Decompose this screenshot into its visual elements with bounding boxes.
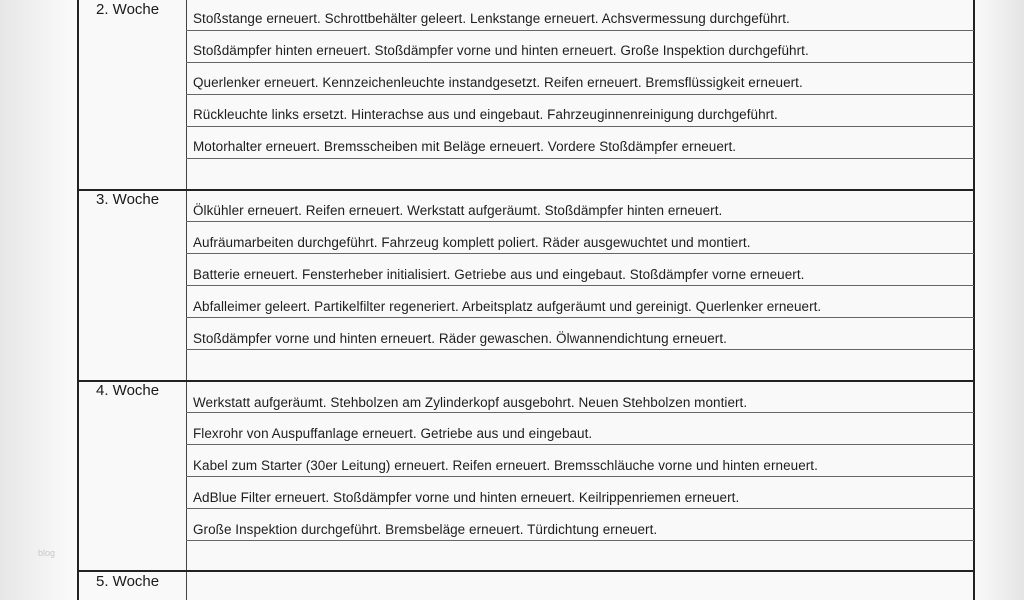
row-divider xyxy=(186,540,974,541)
entry-row: Ölkühler erneuert. Reifen erneuert. Werkstatt aufgeräumt. Stoßdämpfer hinten erneuert. xyxy=(193,203,723,218)
row-divider xyxy=(186,285,974,286)
row-divider xyxy=(186,62,974,63)
row-divider xyxy=(186,349,974,350)
entry-row: Werkstatt aufgeräumt. Stehbolzen am Zylinderkopf ausgebohrt. Neuen Stehbolzen montiert. xyxy=(193,395,748,410)
entry-row: AdBlue Filter erneuert. Stoßdämpfer vorne und hinten erneuert. Keilrippenriemen erneuert. xyxy=(193,490,740,505)
entry-row: Rückleuchte links ersetzt. Hinterachse aus und eingebaut. Fahrzeuginnenreinigung durchgeführt. xyxy=(193,107,778,122)
entry-row: Flexrohr von Auspuffanlage erneuert. Getriebe aus und eingebaut. xyxy=(193,426,593,441)
table-border-left xyxy=(77,0,79,600)
row-divider xyxy=(186,221,974,222)
entry-row: Große Inspektion durchgeführt. Bremsbeläge erneuert. Türdichtung erneuert. xyxy=(193,522,658,537)
row-divider xyxy=(186,476,974,477)
entry-row: Stoßstange erneuert. Schrottbehälter geleert. Lenkstange erneuert. Achsvermessung durchgeführt. xyxy=(193,11,790,26)
watermark: blog xyxy=(38,548,56,558)
page-edge-shadow-right xyxy=(974,0,1024,600)
entry-row: Batterie erneuert. Fensterheber initialisiert. Getriebe aus und eingebaut. Stoßdämpfer vorne erneuert. xyxy=(193,267,805,282)
entry-row: Motorhalter erneuert. Bremsscheiben mit Beläge erneuert. Vordere Stoßdämpfer erneuert. xyxy=(193,139,737,154)
row-divider xyxy=(186,126,974,127)
row-divider xyxy=(186,30,974,31)
row-divider xyxy=(186,444,974,445)
row-divider xyxy=(186,317,974,318)
row-divider xyxy=(186,253,974,254)
row-divider xyxy=(186,508,974,509)
week-label-5: 5. Woche xyxy=(96,573,160,590)
entry-row: Querlenker erneuert. Kennzeichenleuchte instandgesetzt. Reifen erneuert. Bremsflüssigkeit erneuert. xyxy=(193,75,803,90)
entry-row: Aufräumarbeiten durchgeführt. Fahrzeug komplett poliert. Räder ausgewuchtet und montiert. xyxy=(193,235,751,250)
row-divider xyxy=(186,158,974,159)
entry-row: Kabel zum Starter (30er Leitung) erneuert. Reifen erneuert. Bremsschläuche vorne und hinten erneuert. xyxy=(193,458,818,473)
page-edge-shadow-left xyxy=(0,0,80,600)
row-divider xyxy=(186,94,974,95)
week-divider xyxy=(77,380,975,382)
entry-row: Stoßdämpfer hinten erneuert. Stoßdämpfer vorne und hinten erneuert. Große Inspektion durchgeführt. xyxy=(193,43,809,58)
week-divider xyxy=(77,189,975,191)
week-label-2: 2. Woche xyxy=(96,1,160,18)
week-label-3: 3. Woche xyxy=(96,191,160,208)
entry-row: Abfalleimer geleert. Partikelfilter regeneriert. Arbeitsplatz aufgeräumt und gereinigt. Querlenker erneuert. xyxy=(193,299,822,314)
entry-row: Stoßdämpfer vorne und hinten erneuert. Räder gewaschen. Ölwannendichtung erneuert. xyxy=(193,331,727,346)
table-border-right xyxy=(973,0,975,600)
week-label-4: 4. Woche xyxy=(96,382,160,399)
table-column-divider xyxy=(186,0,187,600)
row-divider xyxy=(186,412,974,413)
week-divider xyxy=(77,570,975,572)
